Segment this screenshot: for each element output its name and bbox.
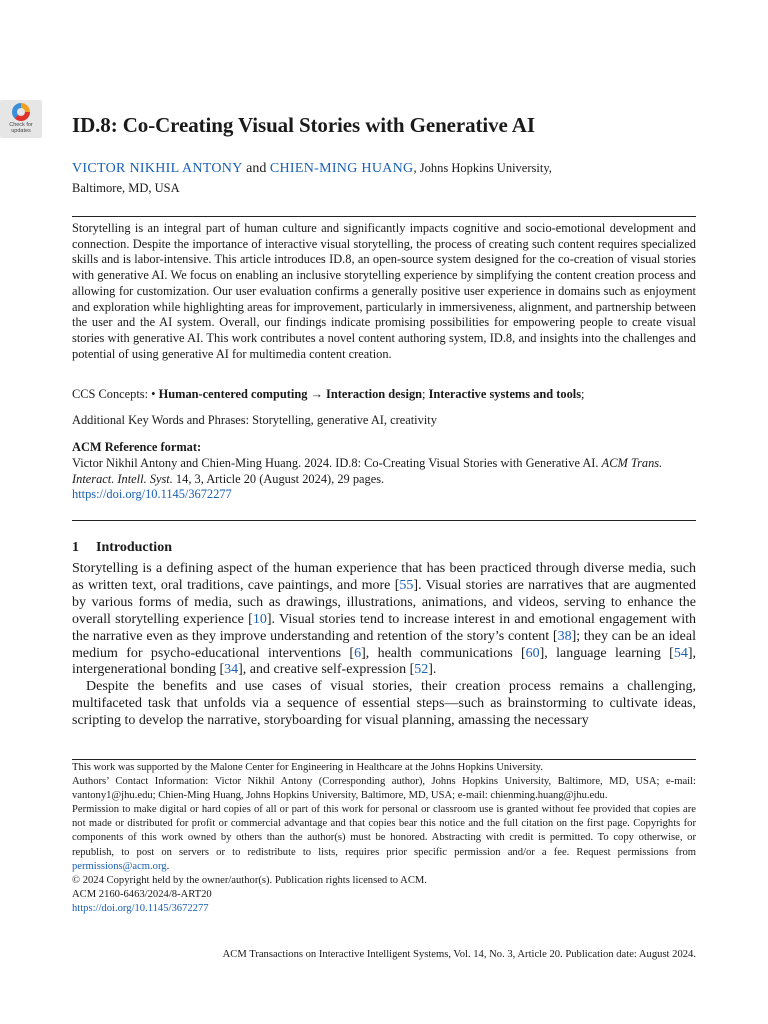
abstract: Storytelling is an integral part of human culture and significantly impacts cognitive and socio-emotional development and connection. Despite the importance of interactive visual storytelling, the process of creating such content requires specialized skills and is labor-intensive. This article introduces ID.8, an open-source system designed for the co-creation of visual stories with generative AI. We focus on enabling an inclusive storytelling experience by simplifying the content creation process and allowing for customization. Our user evaluation confirms a generally positive user experience in domains such as enjoyment and exploration while highlighting areas for improvement, particularly in immersiveness, alignment, and partnership between the user and the AI system. Overall, our findings indicate promising possibilities for empowering people to create visual stories with generative AI. This work contributes a novel content authoring system, ID.8, and insights into the challenges and potential of using generative AI for multimedia content creation. (72, 221, 696, 361)
citation-link[interactable]: 34 (224, 662, 239, 678)
author-link-antony[interactable]: VICTOR NIKHIL ANTONY (72, 161, 243, 176)
citation-link[interactable]: 38 (557, 628, 572, 644)
divider-bottom (72, 520, 696, 521)
permission-note: Permission to make digital or hard copies of all or part of this work for personal or classroom use is granted without fee provided that copies are not made or distributed for profit or commercial advantage and that copies bear this notice and the full citation on the first page. Copyrights for components of this work owned by others than the author(s) must be honored. Abstracting with credit is permitted. To copy otherwise, or republish, to post on servers or to redistribute to lists, requires prior specific permission and/or a fee. Request permissions from permissions@acm.org. (72, 804, 696, 872)
check-for-updates-icon (12, 103, 30, 121)
acm-reference-citation: Victor Nikhil Antony and Chien-Ming Huang. 2024. ID.8: Co-Creating Visual Stories with Generative AI. ACM Trans. Interact. Intell. Syst. 14, 3, Article 20 (August 2024), 29 pages. (72, 456, 663, 486)
ccs-concept-hcc: Human-centered computing (158, 387, 308, 401)
body-text (72, 561, 696, 730)
paragraph-text: ], language learning [ (539, 645, 674, 661)
paragraph-text: ], health communications [ (361, 645, 526, 661)
issn-note: ACM 2160-6463/2024/8-ART20 (72, 888, 212, 900)
author-line (72, 161, 552, 177)
affiliation-location: Baltimore, MD, USA (72, 181, 180, 195)
section-heading (72, 540, 172, 556)
paragraph-2: Despite the benefits and use cases of visual stories, their creation process remains a challenging, multifaceted task that unfolds via a sequence of essential steps—such as brainstorming to cultivate ideas, scripting to develop the narrative, storyboarding for visual planning, amassing the necessary (72, 679, 696, 729)
ccs-concept-interaction-design: Interaction design (326, 387, 423, 401)
section-number: 1 (72, 540, 79, 555)
page-footer: ACM Transactions on Interactive Intelligent Systems, Vol. 14, No. 3, Article 20. Publication date: August 2024. (222, 949, 696, 960)
copyright-note: © 2024 Copyright held by the owner/author(s). Publication rights licensed to ACM. (72, 874, 427, 886)
ccs-concept-interactive-systems: Interactive systems and tools (428, 387, 582, 401)
keywords: Additional Key Words and Phrases: Storytelling, generative AI, creativity (72, 413, 437, 427)
citation-link[interactable]: 54 (673, 645, 688, 661)
contact-note: Authors’ Contact Information: Victor Nikhil Antony (Corresponding author), Johns Hopkins University, Baltimore, MD, USA; e-mail: vantony1@jhu.edu; Chien-Ming Huang, Johns Hopkins University, Baltimore, MD, USA; e-mail: chienming.huang@jhu.edu. (72, 776, 696, 802)
author-and: and (246, 161, 267, 176)
paragraph-text: Storytelling is a defining aspect of the human experience that has been practiced through diverse media, such as written text, oral traditions, cave paintings, and more [ (72, 561, 696, 593)
paragraph-text: ], and creative self-expression [ (238, 662, 415, 678)
badge-text: Check for updates (9, 122, 33, 134)
paragraph-text: ], intergenerational bonding [ (72, 645, 696, 678)
paragraph-text: ]. Visual stories tend to increase interest in and emotional engagement with the narrative even as they improve understanding and retention of the story’s content [ (72, 611, 697, 644)
paragraph-1 (72, 561, 696, 679)
section-title: Introduction (96, 540, 172, 555)
author-link-huang[interactable]: CHIEN-MING HUANG (269, 161, 414, 176)
citation-link[interactable]: 52 (414, 662, 429, 678)
citation-link[interactable]: 10 (252, 611, 267, 627)
check-for-updates-badge[interactable] (0, 100, 42, 138)
footnote-doi-link[interactable]: https://doi.org/10.1145/3672277 (72, 902, 209, 914)
citation-link[interactable]: 55 (399, 577, 414, 593)
paragraph-text: ]; they can be an ideal medium for psycho-educational interventions [ (72, 628, 696, 661)
permissions-email-link[interactable]: permissions@acm.org (72, 860, 167, 872)
citation-link[interactable]: 60 (525, 645, 540, 661)
paper-title: ID.8: Co-Creating Visual Stories with Generative AI (72, 113, 535, 137)
divider-top (72, 216, 696, 217)
funding-note: This work was supported by the Malone Center for Engineering in Healthcare at the Johns Hopkins University. (72, 762, 543, 773)
journal-name: ACM Trans. Interact. Intell. Syst. (72, 456, 663, 486)
affiliation: , Johns Hopkins University, (413, 161, 552, 175)
ccs-concepts: CCS Concepts: • Human-centered computing → Interaction design; Interactive systems and tools; (72, 387, 585, 401)
acm-reference-doi-link[interactable]: https://doi.org/10.1145/3672277 (72, 487, 232, 501)
acm-reference-heading: ACM Reference format: (72, 440, 202, 454)
citation-link[interactable]: 6 (354, 645, 362, 661)
paragraph-text: ]. (428, 662, 437, 678)
paragraph-text: ]. Visual stories are narratives that are augmented by various forms of media, such as drawings, illustrations, animations, and videos, serving to enhance the overall storytelling experience [ (72, 577, 696, 627)
footnote-divider (72, 759, 696, 760)
footnotes (72, 761, 696, 916)
